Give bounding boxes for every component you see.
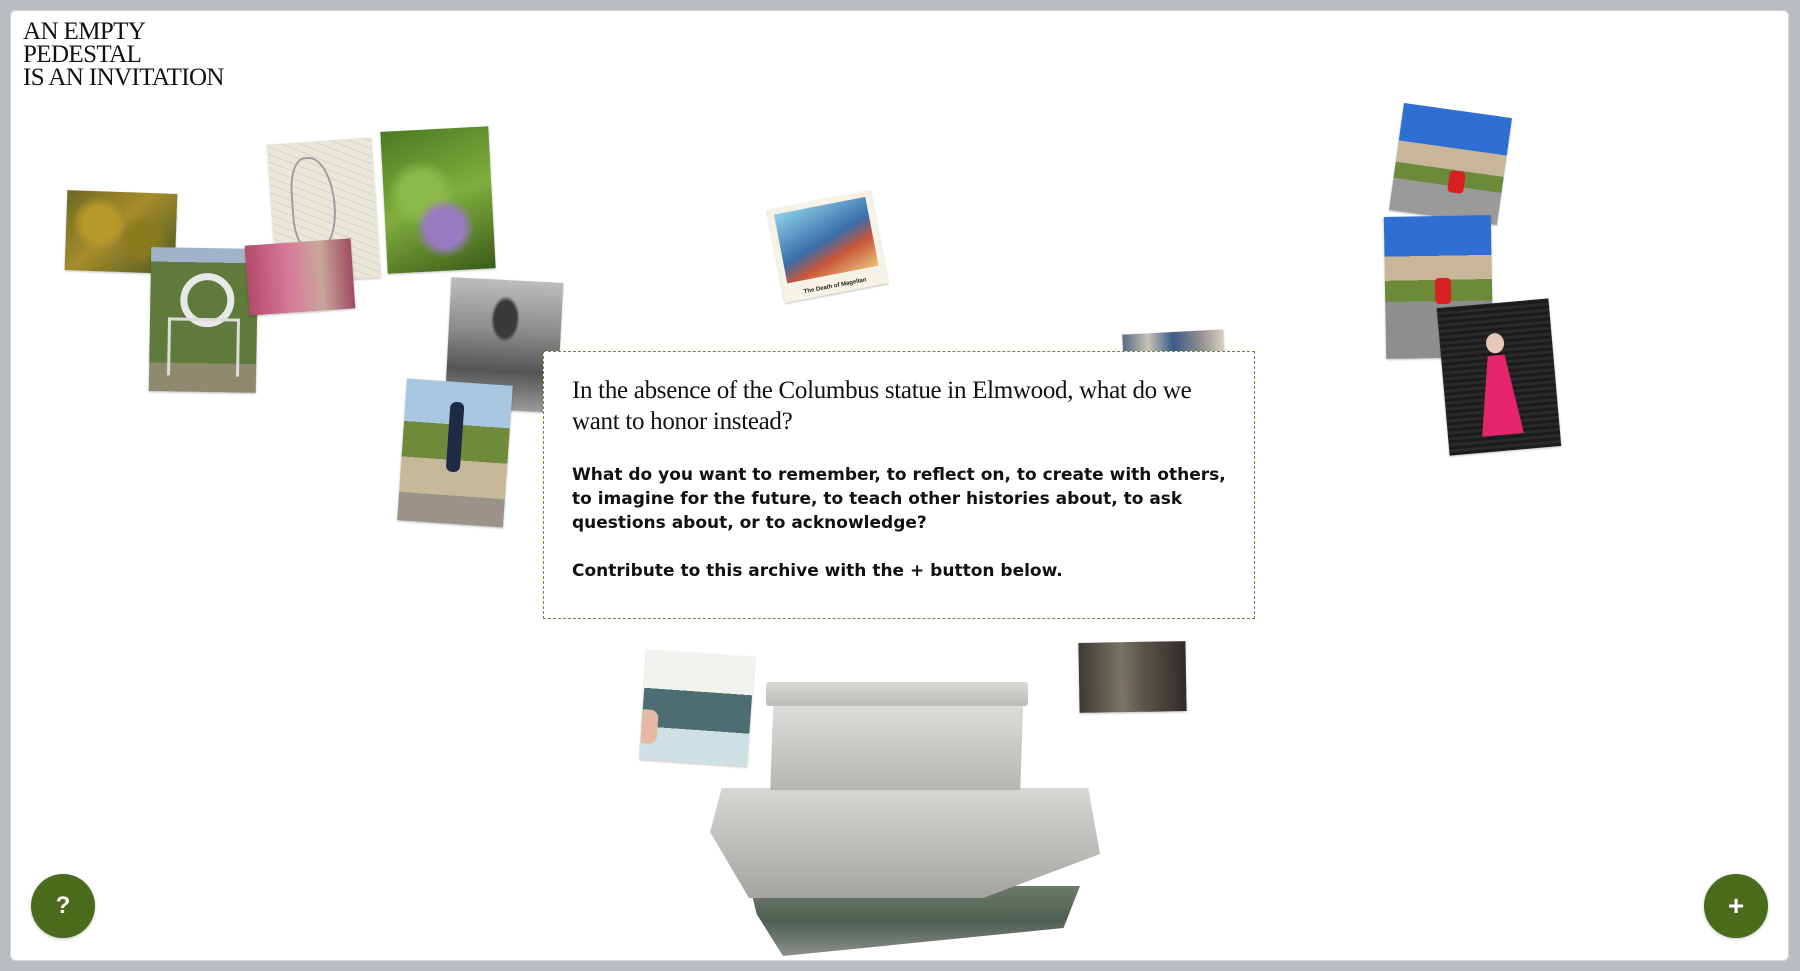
magellan-artwork bbox=[774, 197, 879, 283]
site-title-line-1: AN EMPTY bbox=[23, 18, 146, 45]
intro-question: In the absence of the Columbus statue in Elmwood, what do we want to honor instead? bbox=[572, 377, 1192, 435]
magellan-caption: The Death of Magellan bbox=[803, 277, 868, 296]
archive-image-plaza-red-1[interactable] bbox=[1389, 103, 1512, 225]
intro-card bbox=[543, 351, 1255, 619]
app-window bbox=[10, 10, 1789, 961]
archive-image-ring-sculpture[interactable] bbox=[149, 247, 258, 393]
archive-image-pink-portrait[interactable] bbox=[245, 238, 356, 315]
archive-image-statue-person[interactable] bbox=[397, 378, 513, 527]
add-contribution-button[interactable]: + bbox=[1704, 874, 1768, 938]
help-button[interactable]: ? bbox=[31, 874, 95, 938]
empty-pedestal-image bbox=[710, 690, 1110, 960]
intro-cta: Contribute to this archive with the + button below. bbox=[572, 561, 1063, 581]
pedestal-lid bbox=[766, 682, 1028, 706]
pedestal-base bbox=[710, 788, 1100, 898]
site-title-line-3: IS AN INVITATION bbox=[23, 64, 224, 91]
archive-image-singer[interactable] bbox=[1437, 298, 1561, 455]
site-title-line-2: PEDESTAL bbox=[23, 41, 142, 68]
site-title[interactable] bbox=[23, 20, 224, 89]
archive-image-lilac[interactable] bbox=[380, 126, 495, 273]
intro-prompt: What do you want to remember, to reflect on, to create with others, to imagine for the future, to teach other histories about, to ask questions about, or to acknowledge? bbox=[572, 465, 1226, 533]
archive-image-magellan-print[interactable] bbox=[767, 190, 888, 303]
